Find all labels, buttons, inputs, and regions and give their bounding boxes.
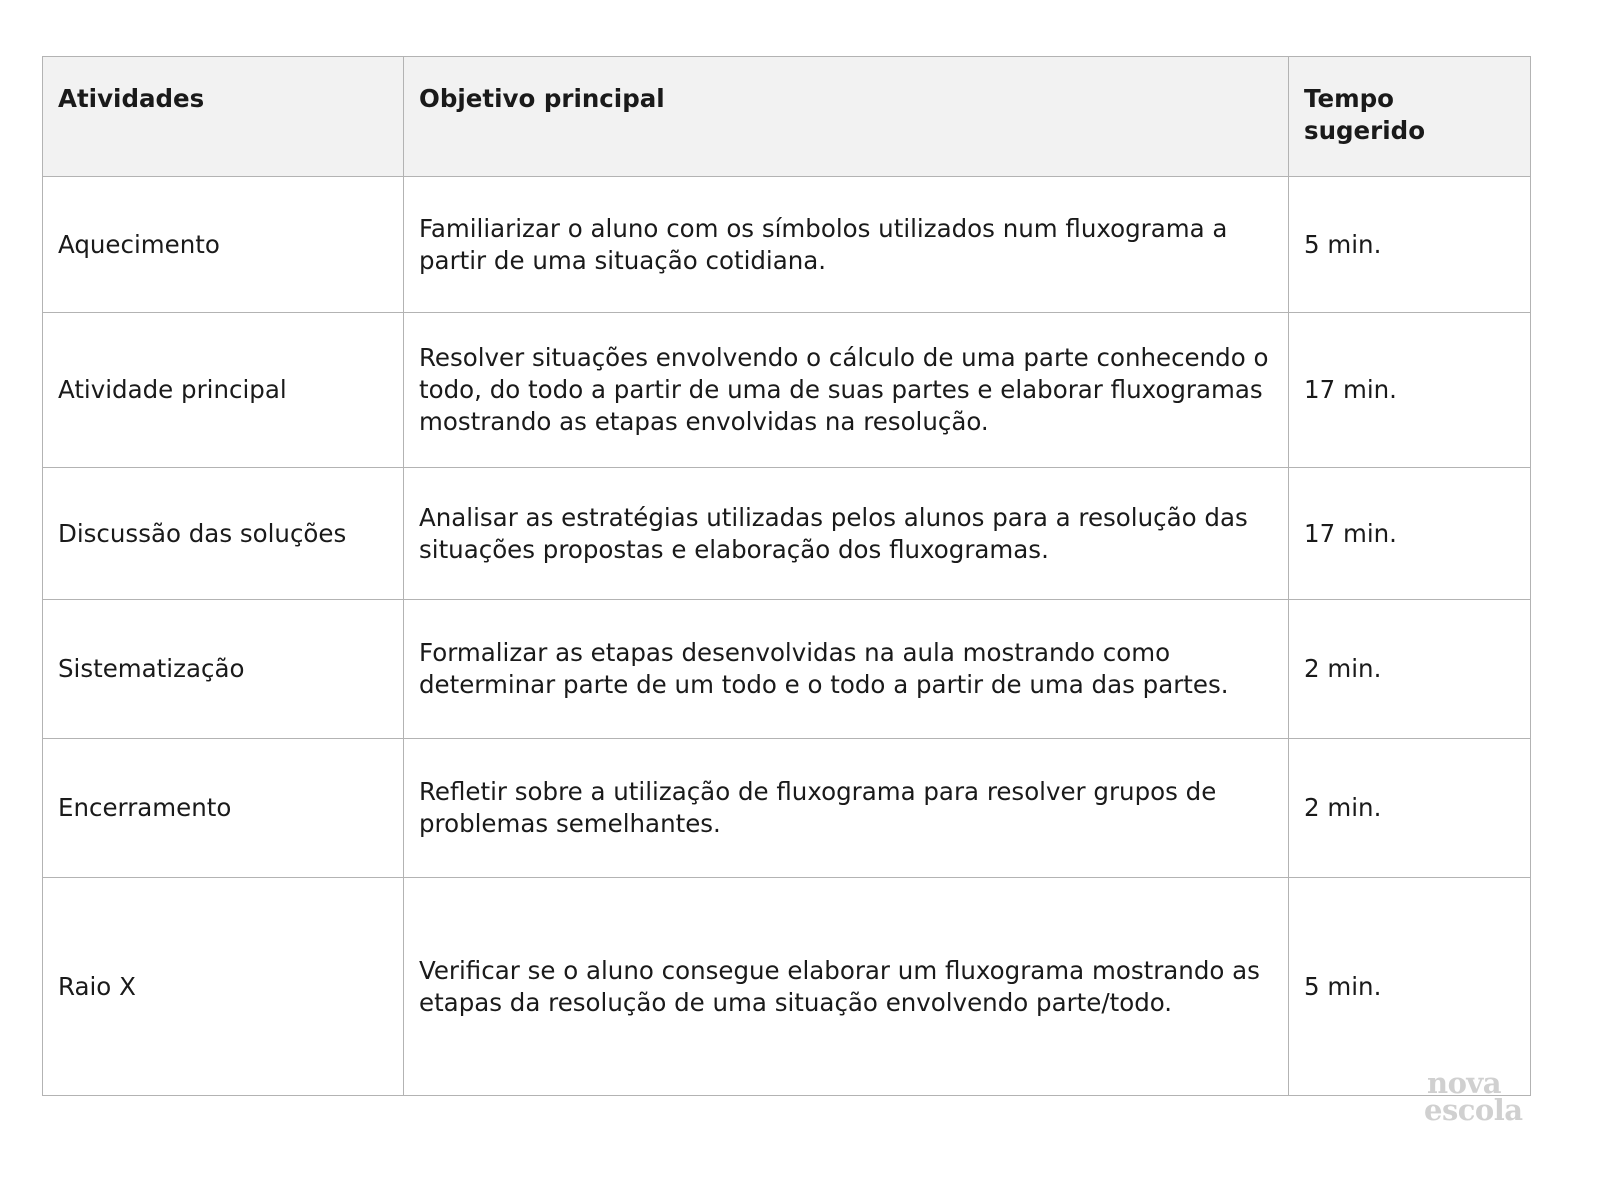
time-cell: 17 min.: [1289, 313, 1531, 468]
column-header-time-label: Tempo sugerido: [1304, 84, 1426, 145]
lesson-schedule-table: [42, 56, 1531, 1096]
logo-line-nova: nova: [1427, 1066, 1502, 1100]
time-cell: 2 min.: [1289, 600, 1531, 739]
objective-cell: Formalizar as etapas desenvolvidas na aula mostrando como determinar parte de um todo e o todo a partir de uma das partes.: [404, 600, 1289, 739]
objective-cell: Refletir sobre a utilização de fluxograma para resolver grupos de problemas semelhantes.: [404, 739, 1289, 878]
time-cell: 5 min.: [1289, 177, 1531, 313]
activity-cell: Encerramento: [43, 739, 404, 878]
activity-cell: Discussão das soluções: [43, 468, 404, 600]
objective-cell: Familiarizar o aluno com os símbolos utilizados num fluxograma a partir de uma situação cotidiana.: [404, 177, 1289, 313]
activity-cell: Atividade principal: [43, 313, 404, 468]
table-row: [43, 177, 1531, 313]
column-header-objective: Objetivo principal: [404, 57, 1289, 177]
time-cell: 5 min.: [1289, 878, 1531, 1096]
column-header-activities: Atividades: [43, 57, 404, 177]
time-cell: 17 min.: [1289, 468, 1531, 600]
nova-escola-logo: [1424, 1066, 1544, 1127]
objective-cell: Resolver situações envolvendo o cálculo de uma parte conhecendo o todo, do todo a partir de uma de suas partes e elaborar fluxogramas mostrando as etapas envolvidas na resolução.: [404, 313, 1289, 468]
activity-cell: Sistematização: [43, 600, 404, 739]
table-row: [43, 600, 1531, 739]
table-row: [43, 878, 1531, 1096]
activity-cell: Aquecimento: [43, 177, 404, 313]
activity-cell: Raio X: [43, 878, 404, 1096]
column-header-time: [1289, 57, 1531, 177]
table-row: [43, 468, 1531, 600]
table-row: [43, 313, 1531, 468]
time-cell: 2 min.: [1289, 739, 1531, 878]
table-row: [43, 739, 1531, 878]
objective-cell: Verificar se o aluno consegue elaborar um fluxograma mostrando as etapas da resolução de uma situação envolvendo parte/todo.: [404, 878, 1289, 1096]
logo-line-escola: escola: [1424, 1093, 1523, 1127]
objective-cell: Analisar as estratégias utilizadas pelos alunos para a resolução das situações propostas e elaboração dos fluxogramas.: [404, 468, 1289, 600]
table-header-row: [43, 57, 1531, 177]
